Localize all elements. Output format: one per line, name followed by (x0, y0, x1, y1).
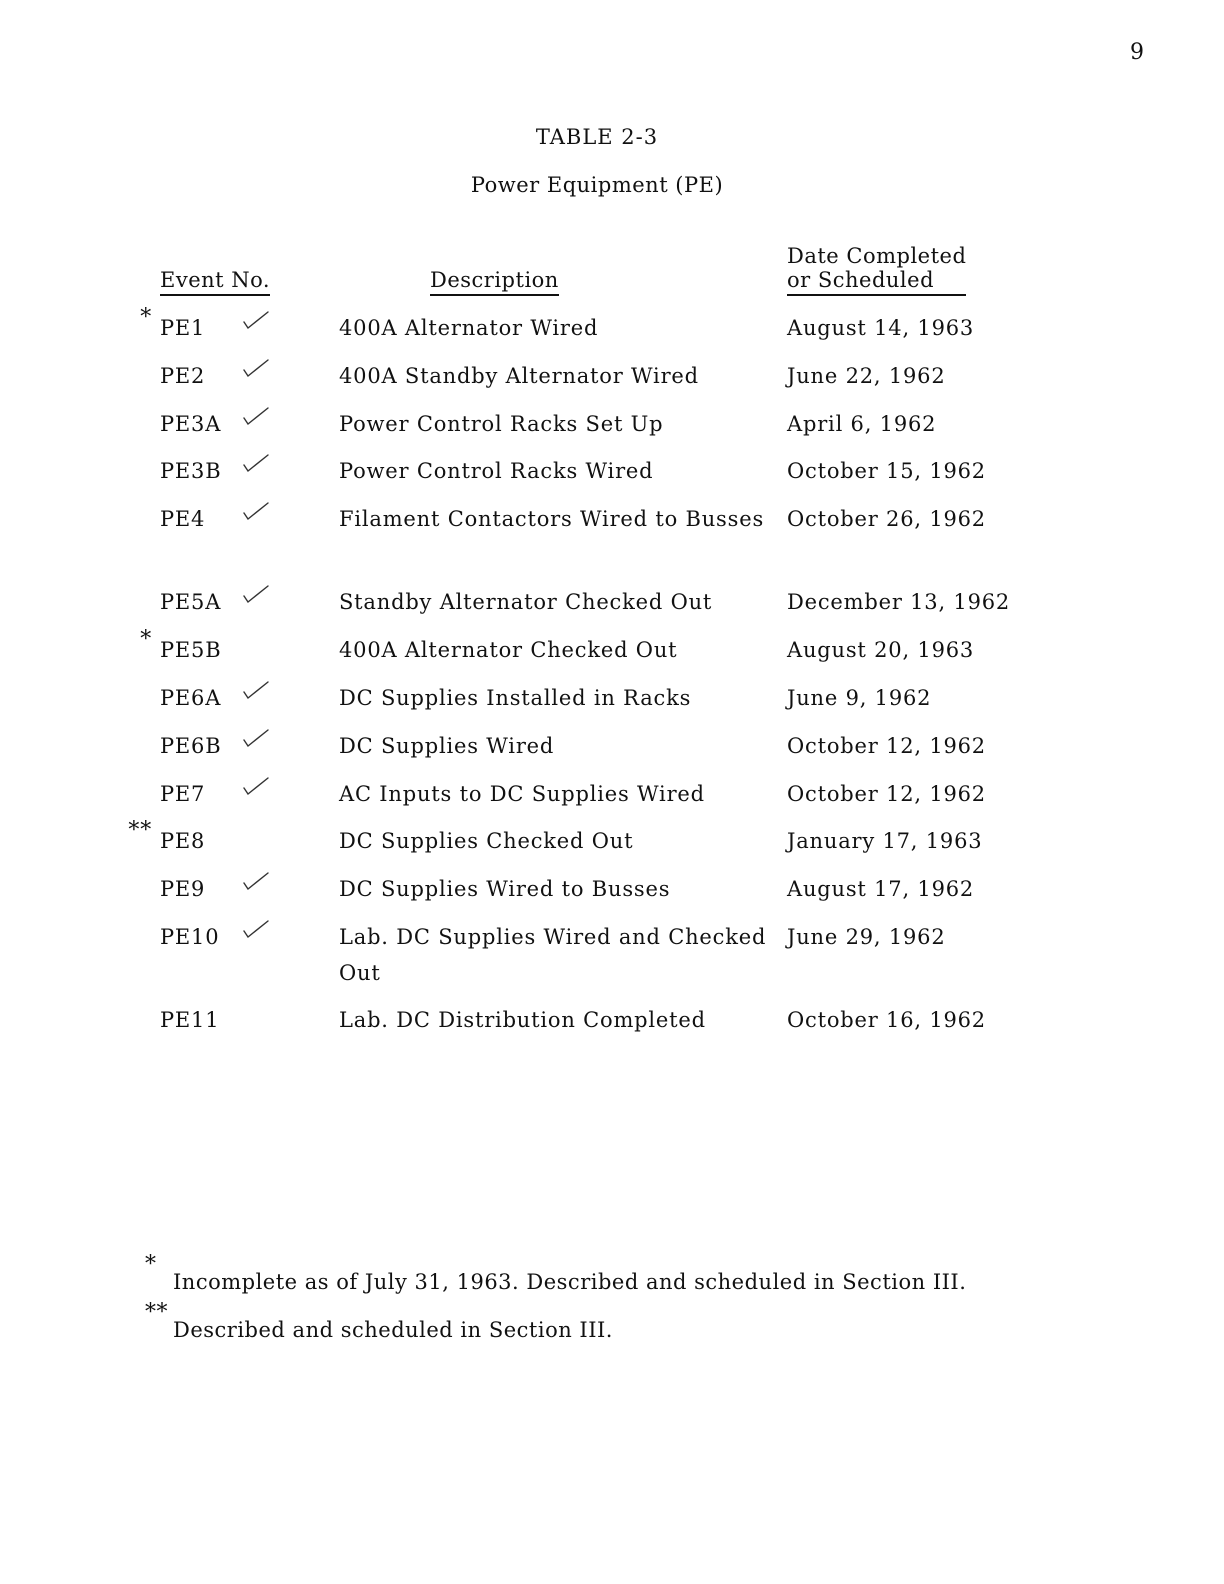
event-date: April 6, 1962 (787, 412, 937, 436)
event-date: October 12, 1962 (787, 734, 986, 758)
event-description: Filament Contactors Wired to Busses (339, 507, 765, 531)
event-number: PE11 (160, 1008, 220, 1032)
handwritten-checkmark-icon (238, 352, 278, 380)
event-number: PE10 (160, 925, 220, 949)
event-date: January 17, 1963 (787, 829, 983, 853)
handwritten-checkmark-icon (238, 722, 278, 750)
footnote-marker: ** (145, 1300, 168, 1325)
column-header-date-line1: Date Completed (787, 244, 967, 268)
footnote-text: Described and scheduled in Section III. (173, 1318, 613, 1342)
event-description: Lab. DC Distribution Completed (339, 1008, 706, 1032)
footnote-marker: * (140, 627, 152, 652)
page-number: 9 (1130, 40, 1144, 65)
event-date: August 17, 1962 (787, 877, 975, 901)
event-description: DC Supplies Installed in Racks (339, 686, 692, 710)
event-number: PE4 (160, 507, 206, 531)
event-date: October 15, 1962 (787, 459, 986, 483)
event-number: PE5A (160, 590, 222, 614)
column-header-date (787, 244, 966, 296)
footnote-marker: ** (128, 818, 152, 843)
event-date: December 13, 1962 (787, 590, 1011, 614)
event-number: PE6A (160, 686, 222, 710)
event-number: PE8 (160, 829, 206, 853)
event-description: 400A Alternator Checked Out (339, 638, 678, 662)
event-date: June 29, 1962 (787, 925, 946, 949)
table-title: TABLE 2-3 (535, 125, 659, 149)
event-date: June 9, 1962 (787, 686, 932, 710)
table-subtitle: Power Equipment (PE) (470, 173, 724, 197)
event-number: PE9 (160, 877, 206, 901)
event-description: Lab. DC Supplies Wired and Checked Out (339, 925, 767, 985)
event-description: 400A Standby Alternator Wired (339, 364, 699, 388)
footnote-text: Incomplete as of July 31, 1963. Described and scheduled in Section III. (173, 1270, 967, 1294)
handwritten-checkmark-icon (238, 770, 278, 798)
event-number: PE7 (160, 782, 206, 806)
handwritten-checkmark-icon (238, 304, 278, 332)
event-number: PE3A (160, 412, 222, 436)
handwritten-checkmark-icon (238, 447, 278, 475)
event-number: PE6B (160, 734, 222, 758)
event-description: DC Supplies Wired to Busses (339, 877, 671, 901)
footnote-marker: * (145, 1252, 157, 1277)
event-description: Power Control Racks Wired (339, 459, 654, 483)
column-header-description: Description (430, 268, 559, 296)
handwritten-checkmark-icon (238, 400, 278, 428)
event-date: October 16, 1962 (787, 1008, 986, 1032)
handwritten-checkmark-icon (238, 913, 278, 941)
handwritten-checkmark-icon (238, 674, 278, 702)
event-description: Power Control Racks Set Up (339, 412, 664, 436)
event-date: October 26, 1962 (787, 507, 986, 531)
event-description: 400A Alternator Wired (339, 316, 599, 340)
event-number: PE3B (160, 459, 222, 483)
event-date: October 12, 1962 (787, 782, 986, 806)
column-header-date-line2: or Scheduled (787, 268, 935, 292)
event-description: DC Supplies Checked Out (339, 829, 634, 853)
event-date: August 14, 1963 (787, 316, 975, 340)
event-description: Standby Alternator Checked Out (339, 590, 713, 614)
event-description: AC Inputs to DC Supplies Wired (339, 782, 705, 806)
event-number: PE2 (160, 364, 206, 388)
footnote-marker: * (140, 305, 152, 330)
column-header-event: Event No. (160, 268, 270, 296)
handwritten-checkmark-icon (238, 578, 278, 606)
event-date: June 22, 1962 (787, 364, 946, 388)
handwritten-checkmark-icon (238, 865, 278, 893)
handwritten-checkmark-icon (238, 495, 278, 523)
event-number: PE1 (160, 316, 206, 340)
event-number: PE5B (160, 638, 222, 662)
event-date: August 20, 1963 (787, 638, 975, 662)
event-description: DC Supplies Wired (339, 734, 555, 758)
